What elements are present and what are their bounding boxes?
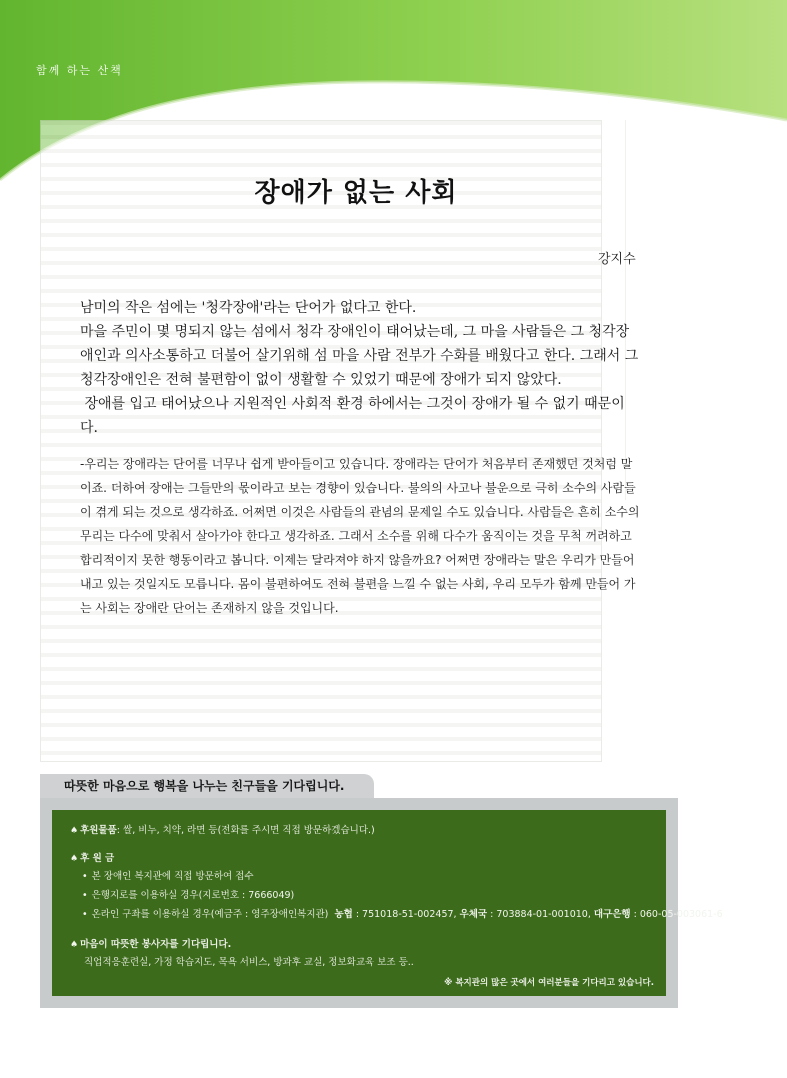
volunteer-text: 직업적응훈련실, 가정 학습지도, 목욕 서비스, 방과후 교실, 정보화교육 보조 등.. — [84, 957, 414, 968]
paragraph: 마을 주민이 몇 명되지 않는 섬에서 청각 장애인이 태어났는데, 그 마을 사람들은 그 청각장애인과 의사소통하고 더불어 살기위해 섬 마을 사람 전부가 수화를 배웠다고 한다. 그래서 그 청각장애인은 전혀 불편함이 없이 생활할 수 있었기 때문에 장애가 되지 않았다. — [80, 324, 639, 388]
bank-name: 농협 — [334, 909, 353, 920]
volunteer-label: 마음이 따뜻한 봉사자를 기다립니다. — [80, 939, 232, 950]
donation-line: • 본 장애인 복지관에 직접 방문하여 접수 — [82, 871, 254, 882]
items-text: : 쌀, 비누, 치약, 라면 등(전화를 주시면 직접 방문하겠습니다.) — [116, 825, 375, 836]
items-row — [70, 822, 375, 836]
paragraph: 남미의 작은 섬에는 '청각장애'라는 단어가 없다고 한다. — [80, 300, 417, 316]
article-author: 강지수 — [598, 252, 636, 267]
account-number: : 703884-01-001010, — [487, 909, 594, 920]
bullet-icon: • — [82, 909, 88, 920]
info-box — [40, 798, 723, 1008]
bullet-icon: • — [82, 871, 88, 882]
donation-label: 후 원 금 — [80, 853, 115, 864]
items-label: 후원물품 — [80, 825, 117, 836]
spade-icon: ♠ — [70, 854, 79, 864]
bleed-through-text — [40, 120, 602, 762]
account-intro: 온라인 구좌를 이용하실 경우(예금주 : 영주장애인복지관) — [91, 909, 329, 920]
section-label: 함께 하는 산책 — [36, 64, 123, 77]
account-number: : 751018-51-002457, — [352, 909, 460, 920]
paragraph: 장애를 입고 태어났으나 지원적인 사회적 환경 하에서는 그것이 장애가 될 수 없기 때문이다. — [80, 396, 625, 436]
spade-icon: ♠ — [70, 826, 79, 836]
article-quote: -우리는 장애라는 단어를 너무나 쉽게 받아들이고 있습니다. 장애라는 단어가 처음부터 존재했던 것처럼 말이죠. 더하여 장애는 그들만의 몫이라고 보는 경향이 있습니다. 불의의 사고나 불운으로 극히 소수의 사람들이 겪게 되는 것으로 생각하죠. 어쩌면 이것은 사람들의 관념의 문제일 수도 있습니다. 사람들은 흔히 소수의 무리는 다수에 맞춰서 살아가야 한다고 생각하죠. 그래서 소수를 위해 다수가 움직이는 것을 무척 꺼려하고 합리적이지 못한 행동이라고 봅니다. 이제는 달라져야 하지 않을까요? 어쩌면 장애라는 말은 우리가 만들어 내고 있는 것일지도 모릅니다. 몸이 불편하여도 전혀 불편을 느낄 수 없는 사회, 우리 모두가 함께 만들어 가는 사회는 장애란 단어는 존재하지 않을 것입니다. — [80, 457, 640, 615]
footnote: ※ 복지관의 많은 곳에서 여러분들을 기다리고 있습니다. — [444, 978, 654, 988]
volunteer-row — [70, 936, 231, 950]
donation-line: • 은행지로를 이용하실 경우(지로번호 : 7666049) — [82, 890, 295, 901]
article-body — [80, 296, 640, 440]
bullet-icon: • — [82, 890, 88, 901]
spade-icon: ♠ — [70, 940, 79, 950]
account-line — [82, 906, 723, 920]
article-title: 장애가 없는 사회 — [254, 178, 458, 208]
info-header: 따뜻한 마음으로 행복을 나누는 친구들을 기다립니다. — [40, 774, 374, 798]
account-number: : 060-05-003061-6 — [630, 909, 723, 920]
bank-name: 대구은행 — [593, 909, 631, 920]
bank-name: 우체국 — [459, 909, 488, 920]
donation-row — [70, 850, 114, 864]
